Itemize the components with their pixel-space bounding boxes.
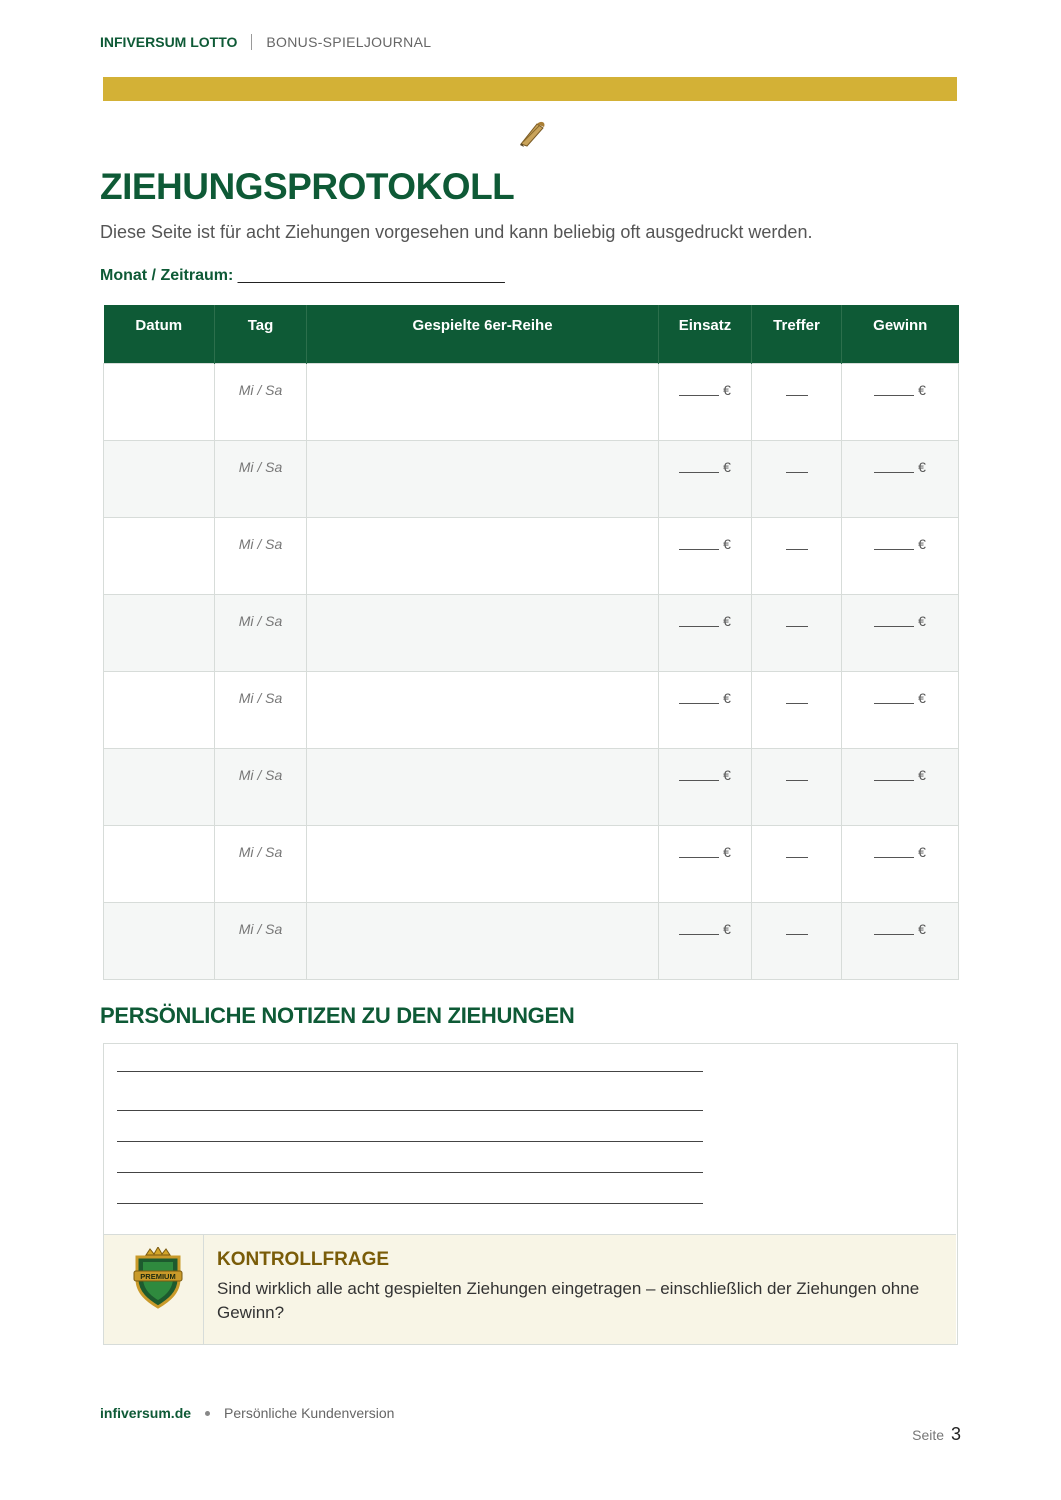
currency-symbol: € bbox=[723, 920, 731, 937]
cell-einsatz[interactable] bbox=[659, 902, 752, 979]
cell-datum[interactable] bbox=[104, 440, 215, 517]
note-line[interactable] bbox=[117, 1071, 703, 1072]
cell-reihe[interactable] bbox=[307, 825, 659, 902]
treffer-blank bbox=[786, 703, 808, 704]
col-header-einsatz: Einsatz bbox=[659, 305, 752, 363]
gewinn-blank bbox=[874, 472, 914, 473]
cell-gewinn[interactable] bbox=[842, 748, 959, 825]
control-question-box bbox=[104, 1234, 956, 1344]
table-row bbox=[104, 825, 959, 902]
currency-symbol: € bbox=[723, 535, 731, 552]
cell-gewinn[interactable] bbox=[842, 440, 959, 517]
cell-treffer[interactable] bbox=[752, 517, 842, 594]
currency-symbol: € bbox=[918, 689, 926, 706]
currency-symbol: € bbox=[918, 612, 926, 629]
col-header-reihe: Gespielte 6er-Reihe bbox=[307, 305, 659, 363]
day-placeholder: Mi / Sa bbox=[238, 766, 283, 783]
cell-datum[interactable] bbox=[104, 363, 215, 440]
page-label: Seite bbox=[912, 1427, 945, 1443]
note-line[interactable] bbox=[117, 1203, 703, 1204]
gewinn-blank bbox=[874, 857, 914, 858]
currency-symbol: € bbox=[723, 458, 731, 475]
header-divider bbox=[251, 34, 252, 50]
premium-badge-icon bbox=[133, 1247, 183, 1309]
treffer-blank bbox=[786, 780, 808, 781]
einsatz-blank bbox=[679, 395, 719, 396]
currency-symbol: € bbox=[723, 689, 731, 706]
cell-einsatz[interactable] bbox=[659, 517, 752, 594]
cell-treffer[interactable] bbox=[752, 440, 842, 517]
page-number-value: 3 bbox=[950, 1424, 961, 1444]
einsatz-blank bbox=[679, 703, 719, 704]
cell-gewinn[interactable] bbox=[842, 825, 959, 902]
day-placeholder: Mi / Sa bbox=[238, 535, 283, 552]
table-row bbox=[104, 363, 959, 440]
svg-text:PREMIUM: PREMIUM bbox=[140, 1272, 176, 1281]
einsatz-blank bbox=[679, 934, 719, 935]
col-header-datum: Datum bbox=[104, 305, 215, 363]
col-header-treffer: Treffer bbox=[752, 305, 842, 363]
gewinn-blank bbox=[874, 780, 914, 781]
einsatz-blank bbox=[679, 549, 719, 550]
note-line[interactable] bbox=[117, 1172, 703, 1173]
table-row bbox=[104, 671, 959, 748]
notes-box bbox=[103, 1043, 958, 1345]
day-placeholder: Mi / Sa bbox=[238, 689, 283, 706]
note-line[interactable] bbox=[117, 1110, 703, 1111]
currency-symbol: € bbox=[723, 766, 731, 783]
note-line[interactable] bbox=[117, 1141, 703, 1142]
cell-reihe[interactable] bbox=[307, 902, 659, 979]
cell-einsatz[interactable] bbox=[659, 594, 752, 671]
cell-einsatz[interactable] bbox=[659, 825, 752, 902]
cell-einsatz[interactable] bbox=[659, 671, 752, 748]
gewinn-blank bbox=[874, 626, 914, 627]
table-row bbox=[104, 517, 959, 594]
cell-reihe[interactable] bbox=[307, 671, 659, 748]
currency-symbol: € bbox=[918, 458, 926, 475]
table-row bbox=[104, 440, 959, 517]
cell-reihe[interactable] bbox=[307, 594, 659, 671]
brand-name: INFIVERSUM LOTTO bbox=[100, 34, 238, 50]
cell-datum[interactable] bbox=[104, 517, 215, 594]
table-header-row bbox=[104, 305, 959, 363]
gewinn-blank bbox=[874, 934, 914, 935]
cell-treffer[interactable] bbox=[752, 363, 842, 440]
cell-datum[interactable] bbox=[104, 825, 215, 902]
page-number bbox=[912, 1424, 961, 1445]
badge-cell bbox=[104, 1235, 204, 1344]
cell-tag[interactable] bbox=[215, 671, 307, 748]
cell-treffer[interactable] bbox=[752, 594, 842, 671]
cell-einsatz[interactable] bbox=[659, 363, 752, 440]
control-title: KONTROLLFRAGE bbox=[217, 1249, 390, 1270]
cell-gewinn[interactable] bbox=[842, 902, 959, 979]
cell-einsatz[interactable] bbox=[659, 748, 752, 825]
cell-treffer[interactable] bbox=[752, 902, 842, 979]
day-placeholder: Mi / Sa bbox=[238, 458, 283, 475]
treffer-blank bbox=[786, 472, 808, 473]
gold-banner bbox=[103, 77, 957, 101]
treffer-blank bbox=[786, 395, 808, 396]
currency-symbol: € bbox=[723, 843, 731, 860]
cell-treffer[interactable] bbox=[752, 825, 842, 902]
cell-einsatz[interactable] bbox=[659, 440, 752, 517]
einsatz-blank bbox=[679, 626, 719, 627]
col-header-gewinn: Gewinn bbox=[842, 305, 959, 363]
cell-tag[interactable] bbox=[215, 748, 307, 825]
cell-tag[interactable] bbox=[215, 825, 307, 902]
currency-symbol: € bbox=[918, 381, 926, 398]
currency-symbol: € bbox=[723, 612, 731, 629]
cell-tag[interactable] bbox=[215, 902, 307, 979]
cell-tag[interactable] bbox=[215, 517, 307, 594]
cell-tag[interactable] bbox=[215, 440, 307, 517]
gewinn-blank bbox=[874, 549, 914, 550]
einsatz-blank bbox=[679, 857, 719, 858]
cell-tag[interactable] bbox=[215, 594, 307, 671]
gewinn-blank bbox=[874, 703, 914, 704]
cell-reihe[interactable] bbox=[307, 363, 659, 440]
treffer-blank bbox=[786, 857, 808, 858]
period-label: Monat / Zeitraum: bbox=[100, 267, 234, 284]
cell-datum[interactable] bbox=[104, 902, 215, 979]
treffer-blank bbox=[786, 626, 808, 627]
einsatz-blank bbox=[679, 780, 719, 781]
gewinn-blank bbox=[874, 395, 914, 396]
cell-tag[interactable] bbox=[215, 363, 307, 440]
draw-log-table bbox=[103, 305, 959, 980]
currency-symbol: € bbox=[918, 920, 926, 937]
page-header bbox=[100, 34, 431, 50]
page-intro: Diese Seite ist für acht Ziehungen vorgesehen und kann beliebig oft ausgedruckt werden. bbox=[100, 222, 813, 242]
treffer-blank bbox=[786, 549, 808, 550]
cell-datum[interactable] bbox=[104, 748, 215, 825]
day-placeholder: Mi / Sa bbox=[238, 381, 283, 398]
cell-gewinn[interactable] bbox=[842, 363, 959, 440]
currency-symbol: € bbox=[918, 766, 926, 783]
cell-gewinn[interactable] bbox=[842, 517, 959, 594]
col-header-tag: Tag bbox=[215, 305, 307, 363]
table-row bbox=[104, 594, 959, 671]
cell-gewinn[interactable] bbox=[842, 671, 959, 748]
footer-bullet bbox=[205, 1411, 210, 1416]
control-text: Sind wirklich alle acht gespielten Ziehungen eingetragen – einschließlich der Ziehungen ohne Gewinn? bbox=[217, 1279, 920, 1322]
cell-datum[interactable] bbox=[104, 594, 215, 671]
currency-symbol: € bbox=[918, 535, 926, 552]
cell-reihe[interactable] bbox=[307, 517, 659, 594]
quill-scroll-icon bbox=[515, 118, 547, 150]
einsatz-blank bbox=[679, 472, 719, 473]
header-subtitle: BONUS-SPIELJOURNAL bbox=[266, 34, 432, 50]
cell-gewinn[interactable] bbox=[842, 594, 959, 671]
page-title: ZIEHUNGSPROTOKOLL bbox=[100, 166, 515, 207]
footer-site[interactable]: infiversum.de bbox=[100, 1405, 192, 1421]
cell-reihe[interactable] bbox=[307, 440, 659, 517]
cell-treffer[interactable] bbox=[752, 671, 842, 748]
cell-treffer[interactable] bbox=[752, 748, 842, 825]
day-placeholder: Mi / Sa bbox=[238, 843, 283, 860]
currency-symbol: € bbox=[723, 381, 731, 398]
day-placeholder: Mi / Sa bbox=[238, 920, 283, 937]
table-row bbox=[104, 748, 959, 825]
cell-datum[interactable] bbox=[104, 671, 215, 748]
treffer-blank bbox=[786, 934, 808, 935]
notes-title: PERSÖNLICHE NOTIZEN ZU DEN ZIEHUNGEN bbox=[100, 1003, 575, 1028]
period-field[interactable] bbox=[100, 267, 505, 285]
table-row bbox=[104, 902, 959, 979]
day-placeholder: Mi / Sa bbox=[238, 612, 283, 629]
page-footer bbox=[100, 1405, 394, 1421]
period-blank[interactable]: ______________________________ bbox=[237, 267, 505, 284]
currency-symbol: € bbox=[918, 843, 926, 860]
cell-reihe[interactable] bbox=[307, 748, 659, 825]
footer-version: Persönliche Kundenversion bbox=[224, 1405, 395, 1421]
